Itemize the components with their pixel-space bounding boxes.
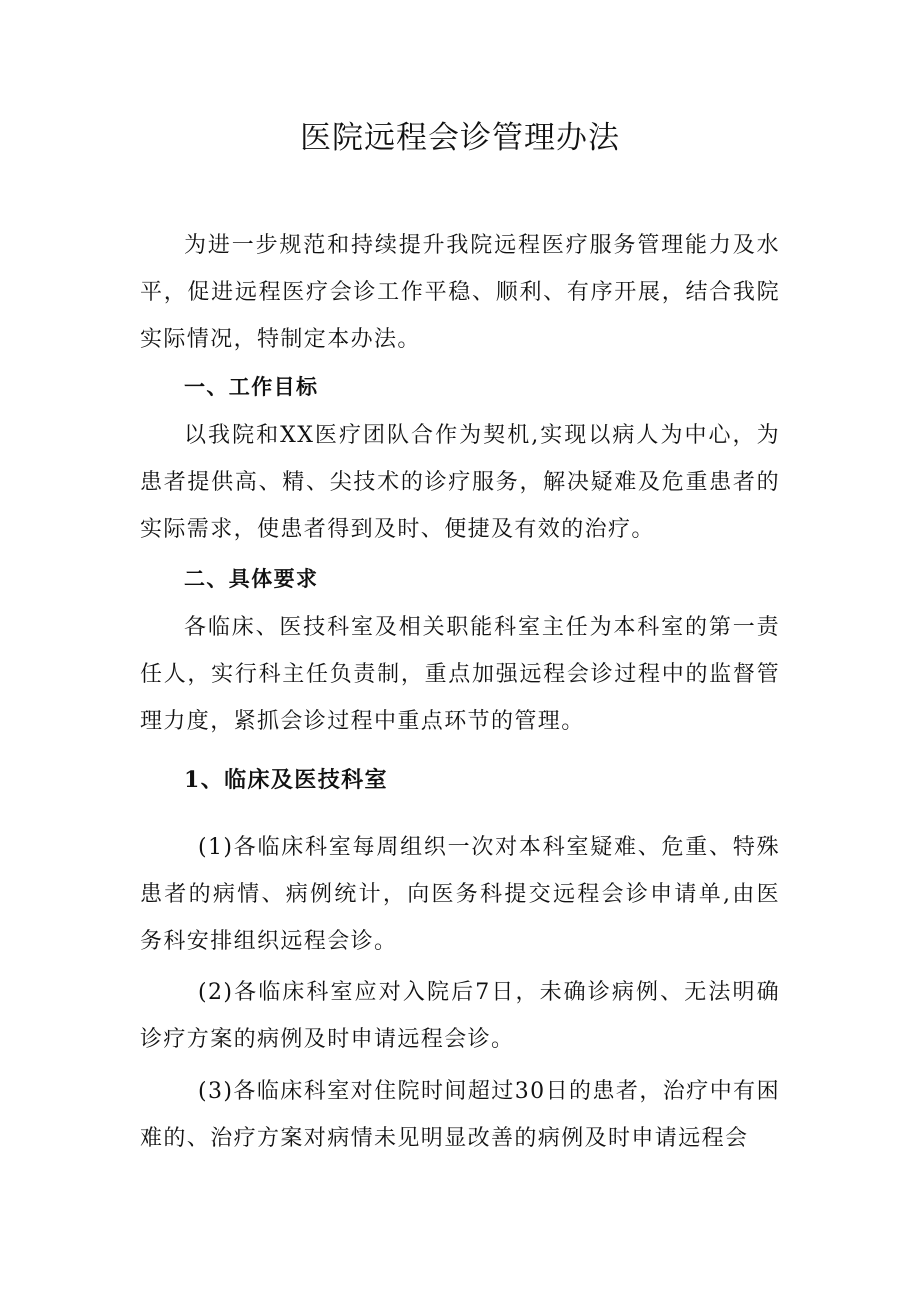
section-body-goals: 以我院和XX医疗团队合作为契机,实现以病人为中心，为患者提供高、精、尖技术的诊疗服务，解决疑难及危重患者的实际需求，使患者得到及时、便捷及有效的治疗。 xyxy=(140,423,780,542)
subsection-heading-clinical: 1、临床及医技科室 xyxy=(184,767,388,793)
list-item: (2)各临床科室应对入院后7日，未确诊病例、无法明确诊疗方案的病例及时申请远程会诊。 xyxy=(140,980,780,1052)
document-title: 医院远程会诊管理办法 xyxy=(300,120,620,156)
section-heading-goals: 一、工作目标 xyxy=(184,375,319,399)
intro-paragraph: 为进一步规范和持续提升我院远程医疗服务管理能力及水平，促进远程医疗会诊工作平稳、顺利、有序开展，结合我院实际情况，特制定本办法。 xyxy=(140,233,780,352)
list-item: (1)各临床科室每周组织一次对本科室疑难、危重、特殊患者的病情、病例统计，向医务科提交远程会诊申请单,由医务科安排组织远程会诊。 xyxy=(140,835,780,954)
section-heading-requirements: 二、具体要求 xyxy=(184,567,319,591)
list-item: (3)各临床科室对住院时间超过30日的患者，治疗中有困难的、治疗方案对病情未见明显改善的病例及时申请远程会 xyxy=(140,1079,780,1151)
section-body-requirements: 各临床、医技科室及相关职能科室主任为本科室的第一责任人，实行科主任负责制，重点加强远程会诊过程中的监督管理力度，紧抓会诊过程中重点环节的管理。 xyxy=(140,615,780,734)
